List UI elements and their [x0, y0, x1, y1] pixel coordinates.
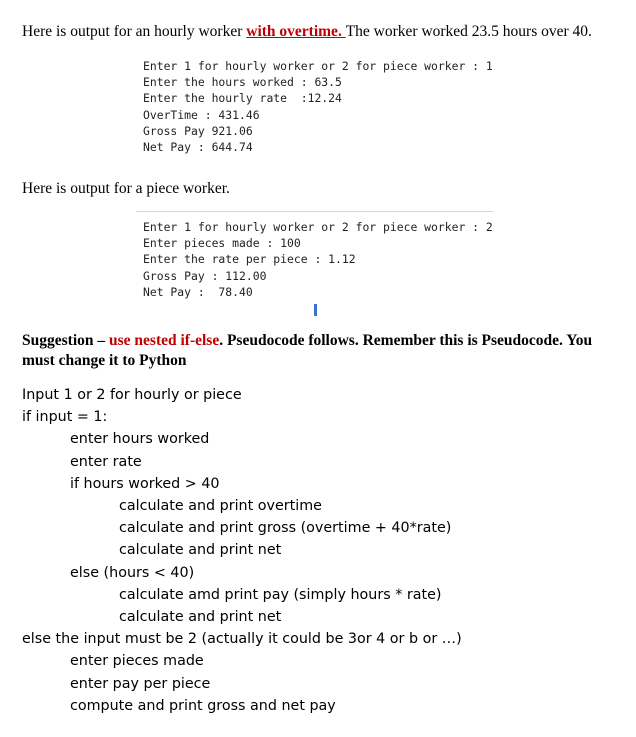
pseudocode-line: enter pieces made: [70, 653, 204, 670]
console-line: Enter pieces made : 100: [143, 236, 301, 251]
console-line: OverTime : 431.46: [143, 107, 260, 122]
pseudocode-line: calculate and print gross (overtime + 40*rate): [119, 520, 452, 537]
suggestion-lead: Suggestion –: [22, 332, 109, 349]
suggestion-paragraph: [22, 331, 622, 371]
console-line: Gross Pay : 112.00: [143, 268, 267, 283]
pseudocode-line: calculate and print overtime: [119, 498, 322, 515]
console-line: Enter 1 for hourly worker or 2 for piece worker : 1: [143, 59, 493, 73]
intro-text-after: The worker worked 23.5 hours over 40.: [345, 23, 592, 40]
intro-highlight: with overtime.: [246, 23, 346, 40]
pseudocode-line: enter rate: [70, 453, 142, 470]
console-line: Enter the hours worked : 63.5: [143, 75, 342, 90]
pseudocode-line: else (hours < 40): [70, 564, 195, 581]
pseudocode-line: else the input must be 2 (actually it could be 3or 4 or b or …): [22, 631, 462, 648]
console-line: Enter 1 for hourly worker or 2 for piece worker : 2: [143, 220, 493, 234]
pseudocode-block: [22, 384, 462, 717]
text-cursor: [314, 304, 317, 316]
pseudocode-line: calculate and print net: [119, 609, 282, 626]
suggestion-rest: . Pseudocode follows. Remember this is Pseudocode. You must change it to Python: [22, 332, 593, 369]
pseudocode-line: calculate amd print pay (simply hours * rate): [119, 586, 442, 603]
console-output-piece: [136, 211, 493, 300]
pseudocode-line: if hours worked > 40: [70, 475, 220, 492]
intro-paragraph: [22, 23, 592, 41]
pseudocode-line: compute and print gross and net pay: [70, 697, 336, 714]
suggestion-highlight: use nested if-else: [109, 332, 220, 349]
pseudocode-line: enter hours worked: [70, 431, 210, 448]
pseudocode-line: if input = 1:: [22, 409, 108, 426]
intro-text-before: Here is output for an hourly worker: [22, 23, 247, 40]
console-line: Enter the rate per piece : 1.12: [143, 252, 356, 267]
console-line: Gross Pay 921.06: [143, 123, 253, 138]
pseudocode-line: Input 1 or 2 for hourly or piece: [22, 387, 242, 403]
pseudocode-line: enter pay per piece: [70, 675, 211, 692]
console-line: Net Pay : 644.74: [143, 140, 253, 155]
console-output-hourly: [143, 58, 493, 155]
console-line: Net Pay : 78.40: [143, 284, 253, 299]
piece-intro-paragraph: Here is output for a piece worker.: [22, 180, 230, 197]
console-line: Enter the hourly rate :12.24: [143, 91, 342, 106]
pseudocode-line: calculate and print net: [119, 542, 282, 559]
